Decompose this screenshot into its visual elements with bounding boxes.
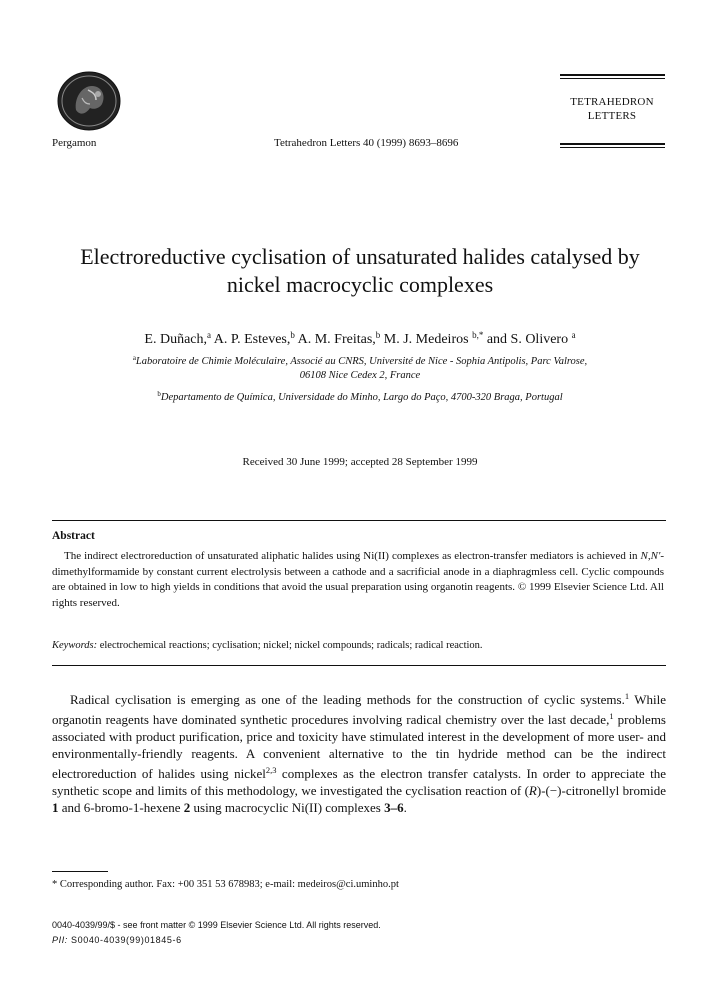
abstract-text-part: -dimethylformamide by constant current electrolysis between a cathode and a sacrificial anode in a diaphragmless cell. Cyclic compounds are obtained in low to high yields in conditions that avoid the usual preparation using organotin reagents. © 1999 Elsevier Science Ltd. All rights reserved. [52,550,664,609]
body-text-run: )-(−)-citronellyl bromide [536,783,666,798]
journal-name [560,95,664,123]
abstract-heading: Abstract [52,530,95,542]
citation-mark: 1 [624,691,630,701]
citation-mark: 2,3 [265,765,277,775]
affiliation-a-line1: Laboratoire de Chimie Moléculaire, Associé au CNRS, Université de Nice - Sophia Antipolis, Parc Valrose, [135,356,588,367]
body-text-run: complexes as the electron transfer catalysts. In order to appreciate the synthetic scope and limits of this methodology, we investigated the cyclisation reaction of ( [52,766,666,798]
pii-line [52,935,182,945]
abstract-rule-top [52,520,666,521]
compound-number: 3–6 [384,800,404,815]
body-text-run: Radical cyclisation is emerging as one of the leading methods for the construction of cyclic systems. [70,692,625,707]
author-name: M. J. Medeiros [383,332,469,347]
body-text-run: using macrocyclic Ni(II) complexes [190,800,385,815]
title-line-2: nickel macrocyclic complexes [226,272,494,297]
affiliation-a-line2: 06108 Nice Cedex 2, France [299,370,421,381]
author-name: A. M. Freitas, [297,332,376,347]
citation-mark: 1 [609,711,614,721]
author-affil-mark: b,* [472,330,484,340]
title-line-1: Electroreductive cyclisation of unsaturated halides catalysed by [80,244,640,269]
publisher-name: Pergamon [52,137,97,149]
body-text-run: problems associated with product purification, price and toxicity have stimulated interest in the development of more user- and environmentally-friendly reagents. A convenient alternative to the tin hydride method can be the indirect electroreduction of halides using nickel [52,712,666,781]
affiliation-b [40,387,680,405]
keywords-label: Keywords: [52,640,98,651]
received-dates: Received 30 June 1999; accepted 28 September 1999 [242,456,478,468]
header-rule-top [560,74,665,76]
affiliation-b-text: Departamento de Química, Universidade do Minho, Largo do Paço, 4700-320 Braga, Portugal [160,392,563,403]
affiliation-b-mark: b [157,390,161,398]
header-rule-bottom [560,143,665,145]
header-rule-bottom-thin [560,147,665,148]
affiliation-a-mark: a [132,354,136,362]
footnote-rule [52,871,108,872]
body-text-run: While organotin reagents have dominated synthetic procedures involving radical chemistry over the last decade, [52,692,667,727]
front-matter-line: 0040-4039/99/$ - see front matter © 1999 Elsevier Science Ltd. All rights reserved. [52,920,381,930]
keywords-text: electrochemical reactions; cyclisation; nickel; nickel compounds; radicals; radical reaction. [97,640,483,651]
abstract-rule-bottom [52,665,666,666]
author-name: A. P. Esteves, [213,332,291,347]
abstract-text-italic: N,N' [640,550,661,562]
abstract-text [52,549,664,611]
pii-value: S0040-4039(99)01845-6 [67,935,182,945]
author-name: and S. Olivero [486,332,569,347]
keywords [52,640,664,651]
author-name: E. Duñach, [144,332,208,347]
body-text-run: and 6-bromo-1-hexene [58,800,184,815]
body-text-run: . [403,800,407,815]
abstract-text-part: The indirect electroreduction of unsaturated aliphatic halides using Ni(II) complexes as electron-transfer mediators is achieved in [64,550,641,562]
journal-name-line2: LETTERS [587,110,637,122]
author-list [40,330,680,348]
author-affil-mark: b [290,330,295,340]
corresponding-author-footnote: * Corresponding author. Fax: +00 351 53 678983; e-mail: medeiros@ci.uminho.pt [52,879,399,890]
elsevier-tree-logo [56,70,122,132]
compound-number: 1 [52,800,59,815]
author-affil-mark: b [375,330,381,340]
stereo-descriptor: R [528,783,537,798]
affiliation-a [40,351,680,383]
author-affil-mark: a [207,330,212,340]
author-affil-mark: a [571,330,576,340]
header-rule-top-thin [560,78,665,79]
article-title [40,243,680,299]
body-paragraph [52,688,666,816]
journal-name-line1: TETRAHEDRON [570,96,654,108]
journal-reference: Tetrahedron Letters 40 (1999) 8693–8696 [274,137,459,149]
compound-number: 2 [183,800,191,815]
pii-label: PII: [52,935,68,945]
